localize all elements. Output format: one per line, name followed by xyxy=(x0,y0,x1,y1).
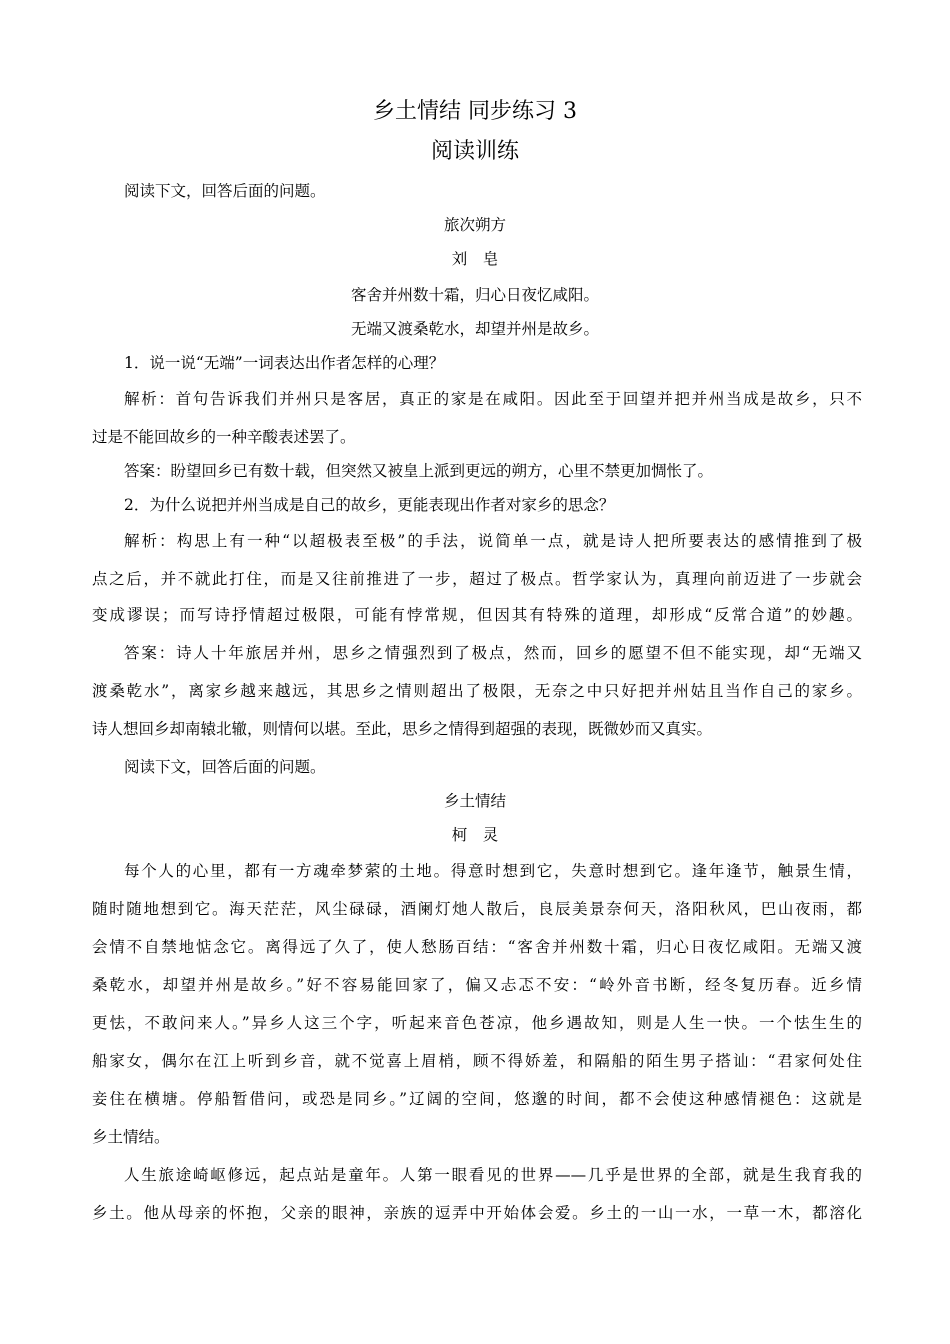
reading-instruction: 阅读下文，回答后面的问题。 xyxy=(124,758,326,776)
essay-title: 乡土情结 xyxy=(443,792,506,810)
analysis-line: 过是不能回故乡的一种辛酸表述罢了。 xyxy=(92,428,356,446)
essay-line: 乡土。他从母亲的怀抱，父亲的眼神，亲族的逗弄中开始体会爱。乡土的一山一水，一草一木，都溶化 xyxy=(92,1204,862,1222)
essay-line: 乡土情结。 xyxy=(92,1128,170,1146)
essay-line: 桑乾水，却望并州是故乡。”好不容易能回家了，偏又忐忑不安：“岭外音书断，经冬复历春。近乡情 xyxy=(92,976,862,994)
essay-line: 妾住在横塘。停船暂借问，或恐是同乡。”辽阔的空间，悠邈的时间，都不会使这种感情褪色：这就是 xyxy=(92,1090,862,1108)
essay-line: 船家女，偶尔在江上听到乡音，就不觉喜上眉梢，顾不得娇羞，和隔船的陌生男子搭讪：“君家何处住 xyxy=(92,1052,862,1070)
answer-line: 诗人想回乡却南辕北辙，则情何以堪。至此，思乡之情得到超强的表现，既微妙而又真实。 xyxy=(92,720,713,738)
essay-line: 会情不自禁地惦念它。离得远了久了，使人愁肠百结：“客舍并州数十霜，归心日夜忆咸阳。无端又渡 xyxy=(92,938,862,956)
essay-line: 随时随地想到它。海天茫茫，风尘碌碌，酒阑灯灺人散后，良辰美景奈何天，洛阳秋风，巴山夜雨，都 xyxy=(92,900,862,918)
analysis-line: 变成谬误；而写诗抒情超过极限，可能有悖常规，但因其有特殊的道理，却形成“反常合道”的妙趣。 xyxy=(92,606,862,624)
poem-author: 刘 皂 xyxy=(451,250,499,268)
essay-line: 更怯，不敢问来人。”异乡人这三个字，听起来音色苍凉，他乡遇故知，则是人生一快。一个怯生生的 xyxy=(92,1014,862,1032)
poem-line: 无端又渡桑乾水，却望并州是故乡。 xyxy=(350,320,599,338)
poem-title: 旅次朔方 xyxy=(443,216,506,234)
answer-line: 答案：诗人十年旅居并州，思乡之情强烈到了极点，然而，回乡的愿望不但不能实现，却“无端又 xyxy=(124,644,862,662)
essay-author: 柯 灵 xyxy=(451,826,499,844)
section-heading: 阅读训练 xyxy=(430,139,519,164)
analysis-line: 解析：构思上有一种“以超极表至极”的手法，说简单一点，就是诗人把所要表达的感情推到了极 xyxy=(124,532,862,550)
question-1: 1．说一说“无端”一词表达出作者怎样的心理？ xyxy=(124,354,445,372)
answer-line: 答案：盼望回乡已有数十载，但突然又被皇上派到更远的朔方，心里不禁更加惆怅了。 xyxy=(124,462,714,480)
document-title: 乡土情结 同步练习 3 xyxy=(373,99,577,124)
analysis-line: 点之后，并不就此打住，而是又往前推进了一步，超过了极点。哲学家认为，真理向前迈进了一步就会 xyxy=(92,570,862,588)
poem-line: 客舍并州数十霜，归心日夜忆咸阳。 xyxy=(350,286,599,304)
analysis-line: 解析：首句告诉我们并州只是客居，真正的家是在咸阳。因此至于回望并把并州当成是故乡，只不 xyxy=(124,390,862,408)
answer-line: 渡桑乾水”，离家乡越来越远，其思乡之情则超出了极限，无奈之中只好把并州姑且当作自己的家乡。 xyxy=(92,682,862,700)
essay-line: 人生旅途崎岖修远，起点站是童年。人第一眼看见的世界——几乎是世界的全部，就是生我育我的 xyxy=(124,1166,862,1184)
question-2: 2．为什么说把并州当成是自己的故乡，更能表现出作者对家乡的思念？ xyxy=(124,496,615,514)
reading-instruction: 阅读下文，回答后面的问题。 xyxy=(124,182,326,200)
essay-line: 每个人的心里，都有一方魂牵梦萦的土地。得意时想到它，失意时想到它。逢年逢节，触景生情， xyxy=(124,862,862,880)
